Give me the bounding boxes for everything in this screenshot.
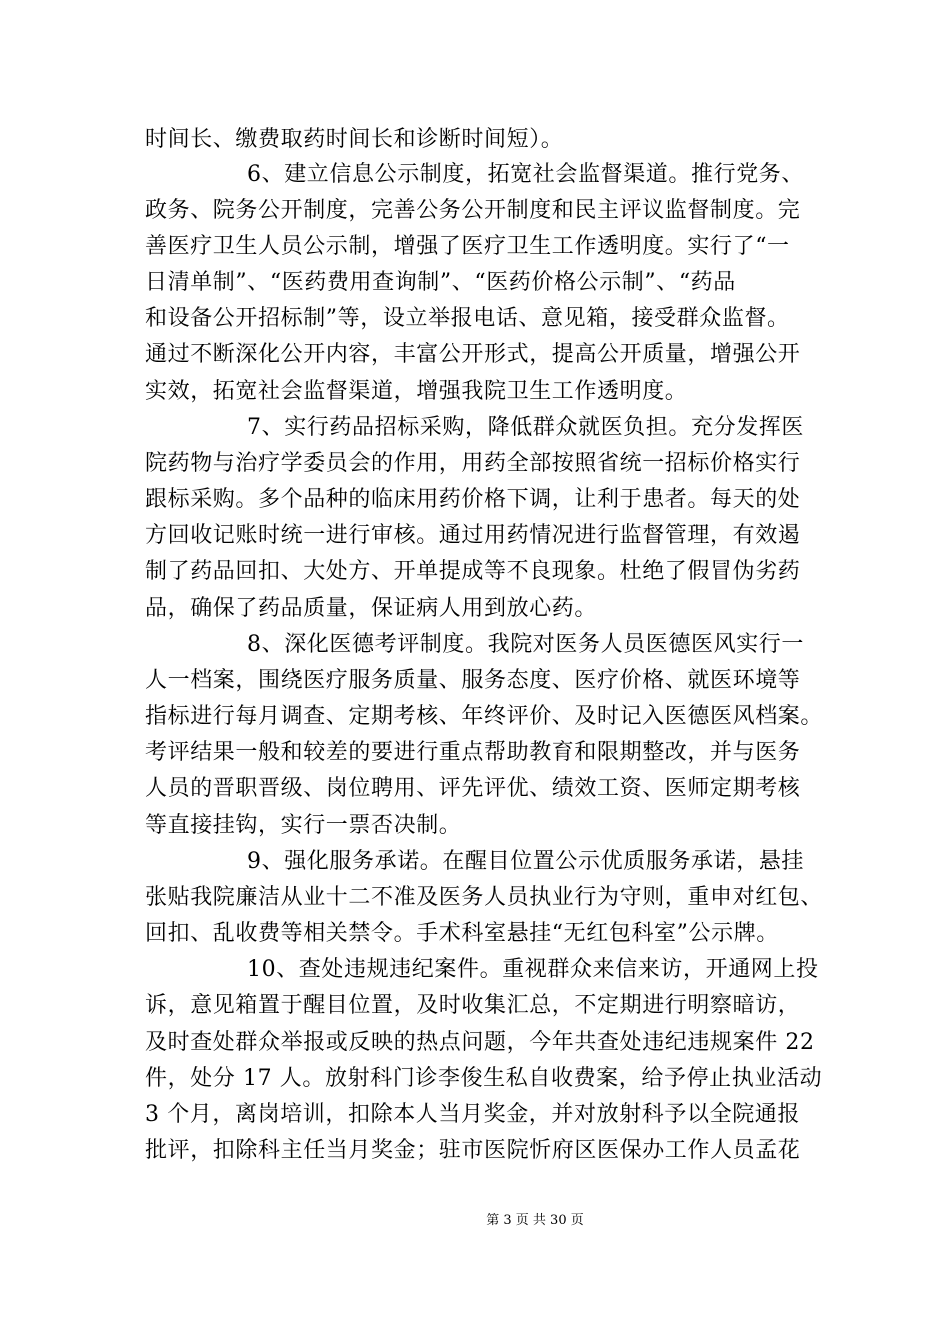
text-line: 批评，扣除科主任当月奖金；驻市医院忻府区医保办工作人员孟花 xyxy=(145,1138,801,1163)
text-line: 善医疗卫生人员公示制，增强了医疗卫生工作透明度。实行了“一 xyxy=(145,234,790,259)
text-line: 实效，拓宽社会监督渠道，增强我院卫生工作透明度。 xyxy=(145,379,688,404)
text-line: 等直接挂钩，实行一票否决制。 xyxy=(145,813,462,838)
text-line: 制了药品回扣、大处方、开单提成等不良现象。杜绝了假冒伪劣药 xyxy=(145,559,801,584)
paragraph-heading-line: 8、深化医德考评制度。我院对医务人员医德医风实行一 xyxy=(247,632,804,657)
text-line: 政务、院务公开制度，完善公务公开制度和民主评议监督制度。完 xyxy=(145,198,801,223)
text-line: 及时查处群众举报或反映的热点问题，今年共查处违纪违规案件 22 xyxy=(145,1030,815,1055)
text-line: 方回收记账时统一进行审核。通过用药情况进行监督管理，有效遏 xyxy=(145,523,801,548)
text-line: 日清单制”、“医药费用查询制”、“医药价格公示制”、“药品 xyxy=(145,270,736,295)
page-number-footer: 第 3 页 共 30 页 xyxy=(486,1213,584,1228)
text-line: 时间长、缴费取药时间长和诊断时间短）。 xyxy=(145,127,564,152)
text-line: 指标进行每月调查、定期考核、年终评价、及时记入医德医风档案。 xyxy=(145,704,824,729)
paragraph-heading-line: 10、查处违规违纪案件。重视群众来信来访，开通网上投 xyxy=(247,957,819,982)
paragraph-heading-line: 6、建立信息公示制度，拓宽社会监督渠道。推行党务、 xyxy=(247,162,804,187)
text-line: 考评结果一般和较差的要进行重点帮助教育和限期整改，并与医务 xyxy=(145,740,801,765)
text-line: 件，处分 17 人。放射科门诊李俊生私自收费案，给予停止执业活动 xyxy=(145,1066,823,1091)
text-line: 院药物与治疗学委员会的作用，用药全部按照省统一招标价格实行 xyxy=(145,451,801,476)
text-line: 通过不断深化公开内容，丰富公开形式，提高公开质量，增强公开 xyxy=(145,342,801,367)
text-line: 跟标采购。多个品种的临床用药价格下调，让利于患者。每天的处 xyxy=(145,487,801,512)
text-line: 3 个月，离岗培训，扣除本人当月奖金，并对放射科予以全院通报 xyxy=(145,1102,800,1127)
text-line: 诉，意见箱置于醒目位置，及时收集汇总，不定期进行明察暗访， xyxy=(145,993,801,1018)
text-line: 品，确保了药品质量，保证病人用到放心药。 xyxy=(145,596,598,621)
paragraph-heading-line: 7、实行药品招标采购，降低群众就医负担。充分发挥医 xyxy=(247,415,804,440)
text-line: 人员的晋职晋级、岗位聘用、评先评优、绩效工资、医师定期考核 xyxy=(145,776,801,801)
text-line: 回扣、乱收费等相关禁令。手术科室悬挂“无红包科室”公示牌。 xyxy=(145,921,779,946)
text-line: 张贴我院廉洁从业十二不准及医务人员执业行为守则，重申对红包、 xyxy=(145,885,824,910)
text-line: 人一档案，围绕医疗服务质量、服务态度、医疗价格、就医环境等 xyxy=(145,668,801,693)
text-line: 和设备公开招标制”等，设立举报电话、意见箱，接受群众监督。 xyxy=(145,306,790,331)
paragraph-heading-line: 9、强化服务承诺。在醒目位置公示优质服务承诺，悬挂 xyxy=(247,849,804,874)
